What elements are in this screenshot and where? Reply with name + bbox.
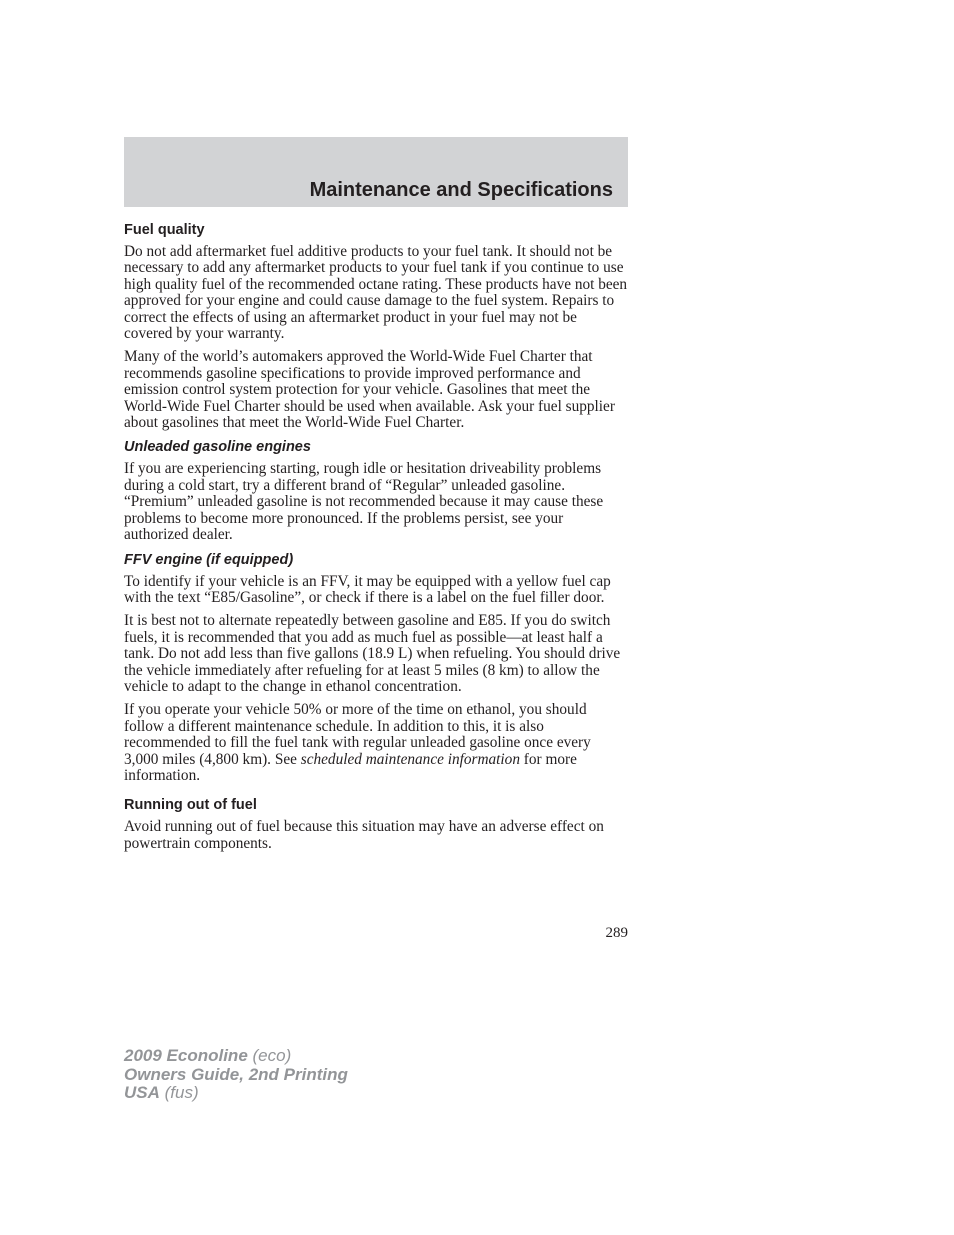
footer-line-market — [124, 1084, 348, 1103]
footer-line-guide — [124, 1066, 348, 1085]
footer-model-code: (eco) — [252, 1046, 292, 1065]
heading-ffv-engine: FFV engine (if equipped) — [124, 551, 294, 568]
ffv-paragraph-3 — [124, 702, 628, 784]
ffv-paragraph-3-text-a: If you operate your vehicle 50% or more of the time on ethanol, you should follow a different maintenance schedule. In addition to this, it is also recommended to fill the fuel tank with regular unleaded gasoline once every 3,000 miles (4,800 km). See — [124, 701, 591, 768]
section-header-band — [124, 137, 628, 207]
footer-market-code: (fus) — [164, 1083, 199, 1102]
document-footer — [124, 1047, 348, 1103]
scheduled-maintenance-reference: scheduled maintenance information — [300, 750, 520, 768]
heading-running-out-of-fuel: Running out of fuel — [124, 797, 257, 814]
heading-fuel-quality: Fuel quality — [124, 222, 205, 238]
ffv-paragraph-2: It is best not to alternate repeatedly between gasoline and E85. If you do switch fuels, it is recommended that you add as much fuel as possible—at least half a tank. Do not add less than five gallons (18.9 L) when refueling. You should drive the vehicle immediately after refueling for at least 5 miles (8 km) to allow the vehicle to adapt to the change in ethanol concentration. — [124, 612, 621, 695]
section-title: Maintenance and Specifications — [309, 179, 613, 201]
fuel-quality-paragraph-1: Do not add aftermarket fuel additive products to your fuel tank. It should not be necessary to add any aftermarket products to your fuel tank if you continue to use high quality fuel of the recommended octane rating. These products have not been approved for your engine and could cause damage to the fuel system. Repairs to correct the effects of using an aftermarket product in your fuel may not be covered by your warranty. — [124, 243, 628, 343]
footer-line-model — [124, 1047, 348, 1066]
footer-market: USA — [124, 1083, 160, 1102]
page-content — [124, 221, 628, 852]
running-out-paragraph-1: Avoid running out of fuel because this situation may have an adverse effect on powertrain components. — [124, 818, 604, 852]
footer-guide: Owners Guide, 2nd Printing — [124, 1064, 348, 1084]
footer-model: 2009 Econoline — [124, 1046, 248, 1065]
page-number: 289 — [605, 925, 628, 941]
ffv-paragraph-1: To identify if your vehicle is an FFV, it may be equipped with a yellow fuel cap with the text “E85/Gasoline”, or check if there is a label on the fuel filler door. — [124, 572, 611, 606]
unleaded-paragraph-1: If you are experiencing starting, rough idle or hesitation driveability problems during a cold start, try a different brand of “Regular” unleaded gasoline. “Premium” unleaded gasoline is not recommended because it may cause these problems to become more pronounced. If the problems persist, see your authorized dealer. — [124, 460, 604, 544]
heading-unleaded-gasoline: Unleaded gasoline engines — [124, 439, 311, 456]
fuel-quality-paragraph-2: Many of the world’s automakers approved the World-Wide Fuel Charter that recommends gasoline specifications to provide improved performance and emission control system protection for your vehicle. Gasolines that meet the World-Wide Fuel Charter should be used when available. Ask your fuel supplier about gasolines that meet the World-Wide Fuel Charter. — [124, 348, 615, 432]
ffv-paragraph-3-text-b: for more information. — [124, 750, 577, 784]
